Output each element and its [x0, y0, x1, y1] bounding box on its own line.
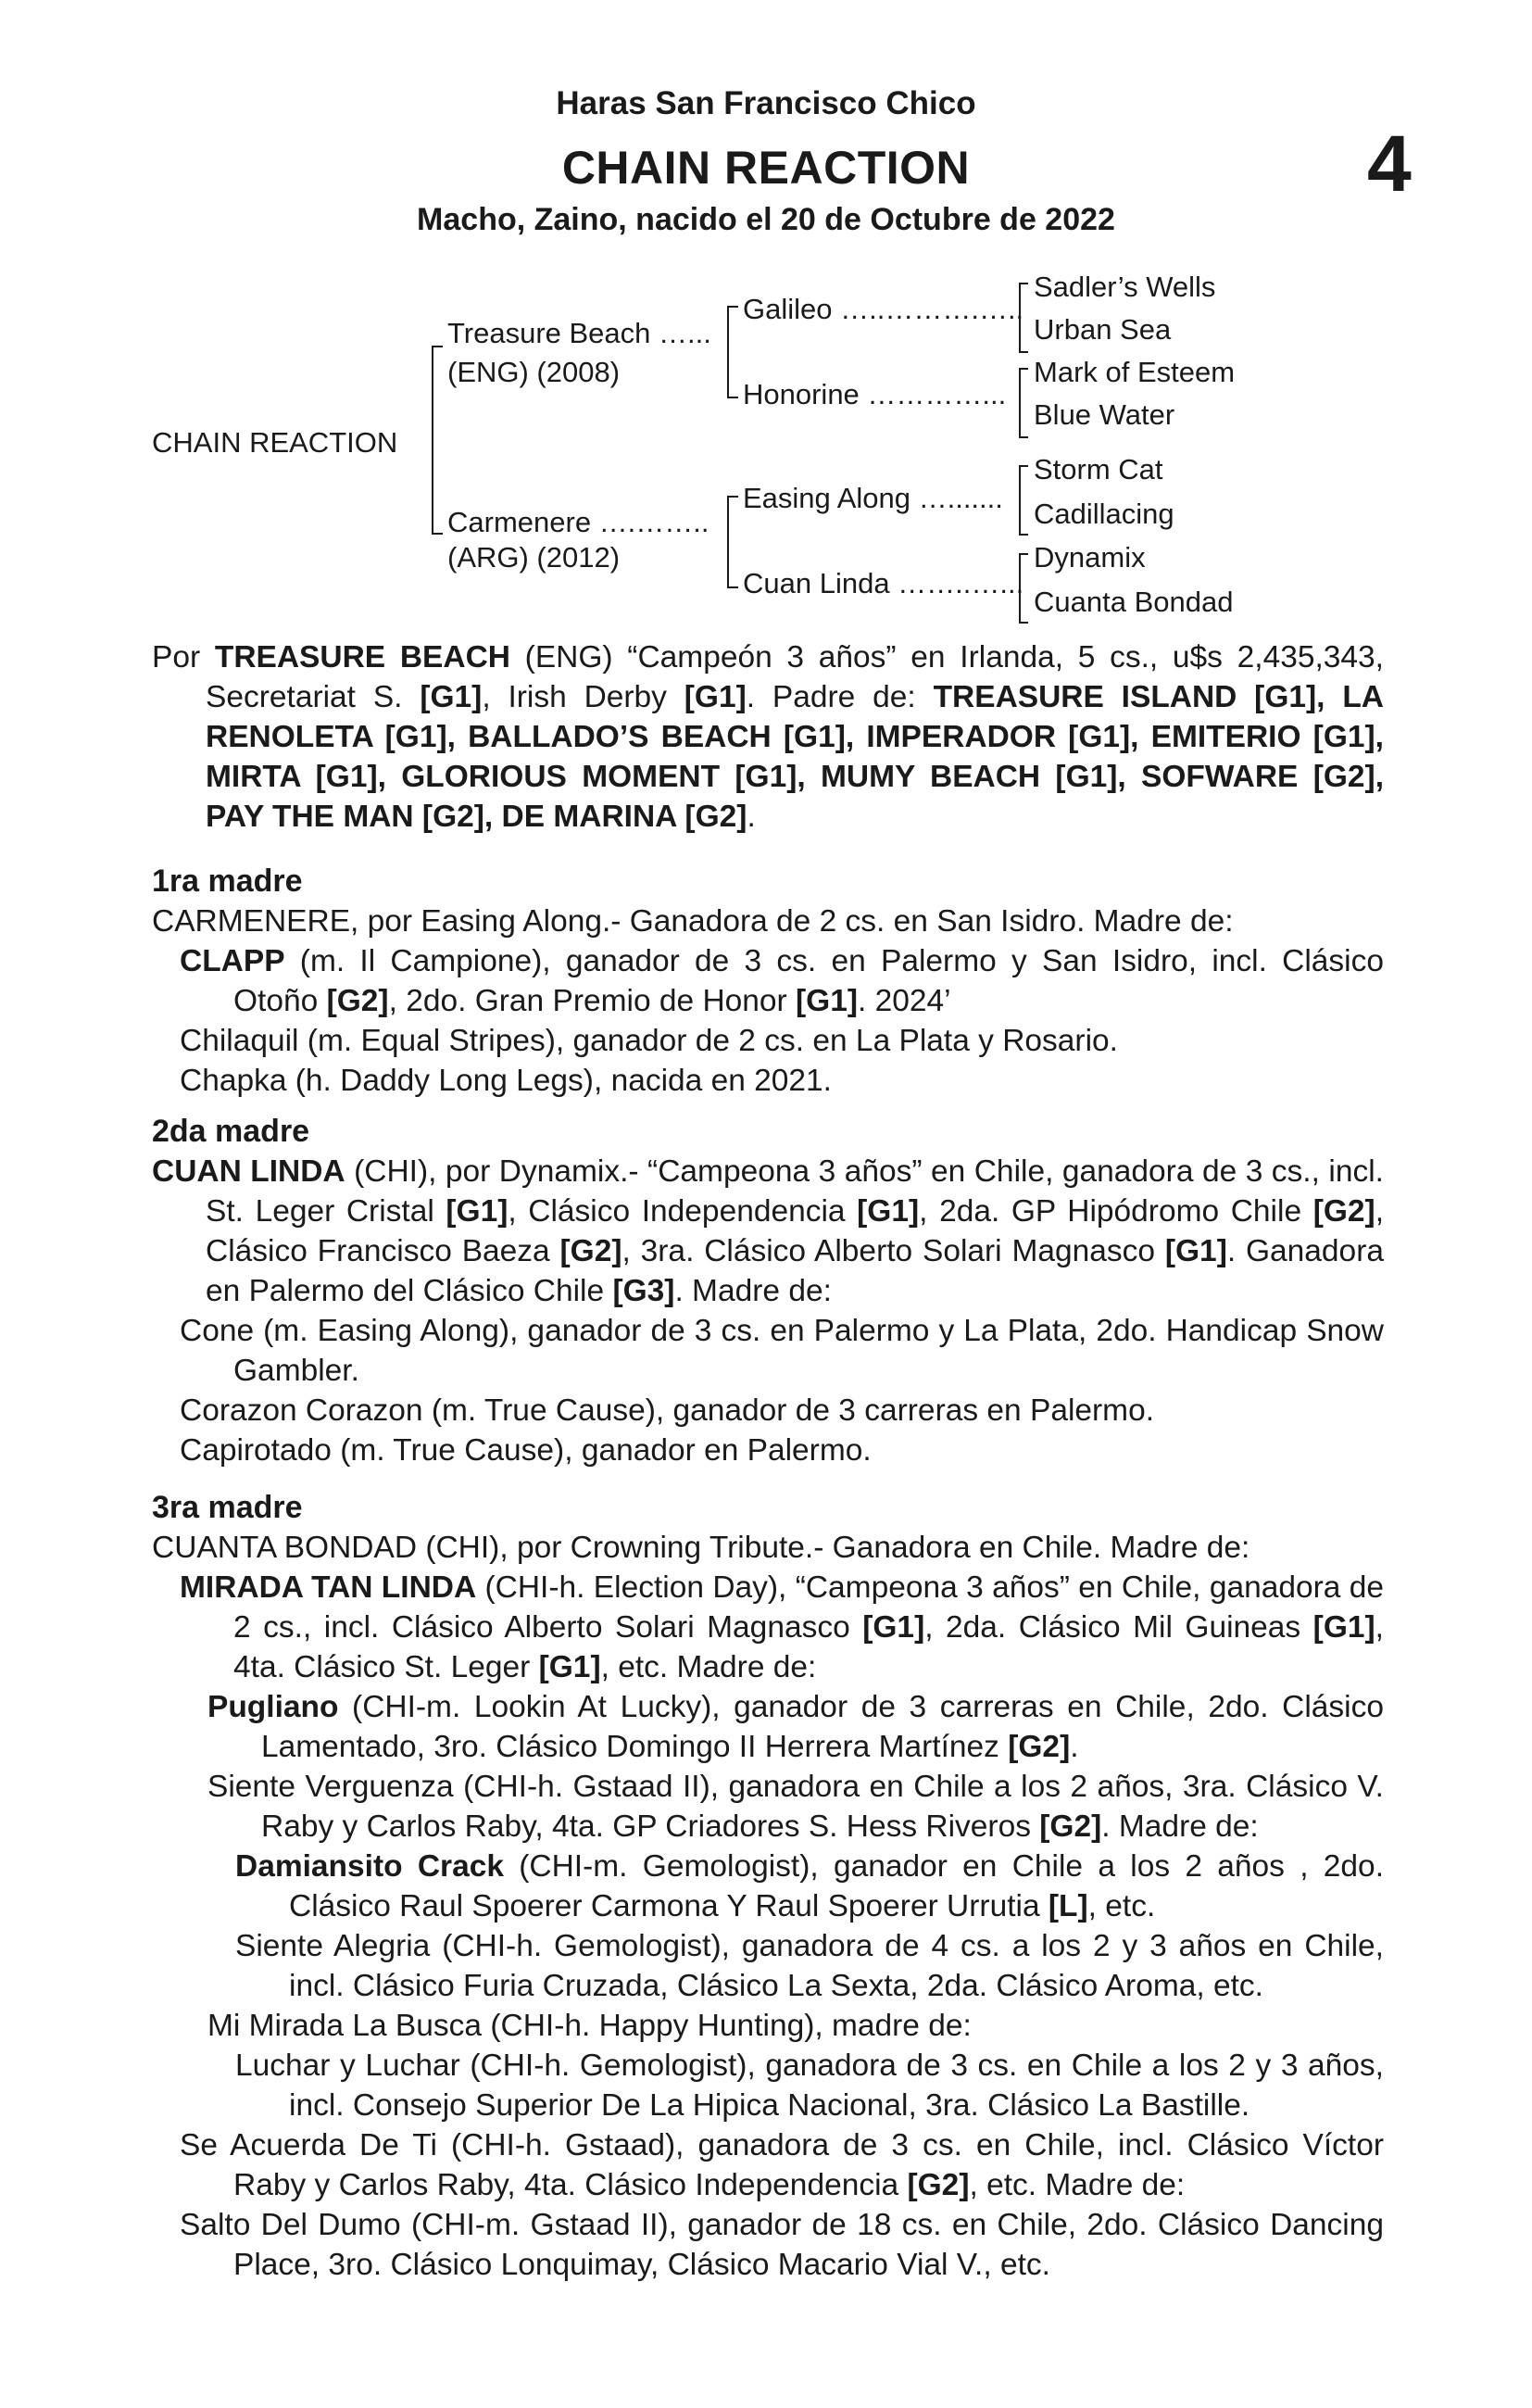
offspring-luchar: Luchar y Luchar (CHI-h. Gemologist), ganadora de 3 cs. en Chile a los 2 y 3 años, incl. Consejo Superior De La Hipica Nacional, 3ra. Clásico La Bastille.	[235, 2049, 1384, 2123]
third-dam-heading: 3ra madre	[152, 1490, 303, 1525]
horse-name: CHAIN REACTION	[561, 142, 971, 194]
text: Se Acuerda De Ti (CHI-h. Gstaad), ganadora de 3 cs. en Chile, incl. Clásico Víctor Raby y Carlos Raby, 4ta. Clásico Independencia	[180, 2128, 1384, 2202]
third-dam-intro: CUANTA BONDAD (CHI), por Crowning Tribute.- Ganadora en Chile. Madre de:	[152, 1531, 1250, 1565]
text: (CHI), por Dynamix.- “Campeona 3 años” en Chile, ganadora de 3 cs., incl. St. Leger Cristal	[206, 1154, 1384, 1229]
sire-paragraph	[152, 637, 1384, 837]
text: , 3ra. Clásico Alberto Solari Magnasco	[622, 1234, 1165, 1268]
text: , etc.	[1087, 1889, 1156, 1923]
grade-badge: [G1]	[1164, 1234, 1227, 1268]
offspring-chilaquil: Chilaquil (m. Equal Stripes), ganador de 2 cs. en La Plata y Rosario.	[180, 1024, 1118, 1058]
offspring-pugliano	[152, 1687, 1384, 1767]
text: , Irish Derby	[482, 680, 684, 714]
text: (m. Il Campione), ganador de 3 cs. en Palermo y San Isidro, incl. Clásico Otoño	[233, 944, 1384, 1018]
breeder-name: Haras San Francisco Chico	[556, 85, 976, 121]
offspring-capirotado: Capirotado (m. True Cause), ganador en Palermo.	[180, 1433, 872, 1468]
grade-badge: [G2]	[1312, 1194, 1375, 1229]
text: . Padre de:	[746, 680, 934, 714]
grade-badge: [G1]	[1312, 1610, 1375, 1645]
offspring-se-acuerda	[152, 2125, 1384, 2205]
text: . 2024’	[858, 984, 951, 1018]
text: .	[747, 800, 756, 834]
pedigree-g3-2: Urban Sea	[1034, 313, 1172, 346]
offspring-clapp	[152, 941, 1384, 1021]
text: , 2da. Clásico Mil Guineas	[924, 1610, 1313, 1645]
pedigree-sire-origin: (ENG) (2008)	[447, 356, 621, 388]
bracket-dam-line	[727, 496, 738, 588]
grade-badge: [G1]	[446, 1194, 509, 1229]
lot-number: 4	[1367, 120, 1412, 208]
offspring-name: MIRADA TAN LINDA	[180, 1570, 477, 1605]
bracket-g3-3	[1019, 465, 1028, 536]
grade-badge: [L]	[1048, 1889, 1088, 1923]
text: (CHI-m. Lookin At Lucky), ganador de 3 carreras en Chile, 2do. Clásico Lamentado, 3ro. Clásico Domingo II Herrera Martínez	[261, 1690, 1384, 1764]
second-dam-heading: 2da madre	[152, 1114, 310, 1149]
offspring-damiansito	[152, 1847, 1384, 1926]
offspring-name: Pugliano	[207, 1690, 339, 1724]
pedigree-dam-dam: Cuan Linda ……..…...	[743, 567, 1024, 599]
text: (CHI-h. Election Day), “Campeona 3 años” en Chile, ganadora de 2 cs., incl. Clásico Alberto Solari Magnasco	[233, 1570, 1384, 1645]
text: . Ganadora en Palermo del Clásico Chile	[206, 1234, 1384, 1308]
sire-section	[152, 637, 1384, 837]
text: , 2do. Gran Premio de Honor	[388, 984, 797, 1018]
bracket-g3-1	[1019, 283, 1028, 353]
offspring-siente-alegria: Siente Alegria (CHI-h. Gemologist), ganadora de 4 cs. a los 2 y 3 años en Chile, incl. Clásico Furia Cruzada, Clásico La Sexta, 2da. Clásico Aroma, etc.	[235, 1929, 1384, 2003]
text: , Clásico Independencia	[508, 1194, 858, 1229]
text: , etc. Madre de:	[600, 1650, 817, 1684]
text: , 4ta. Clásico St. Leger	[233, 1610, 1384, 1684]
grade-badge: [G2]	[1008, 1730, 1071, 1764]
offspring-mirada	[152, 1568, 1384, 1687]
second-dam-section	[152, 1112, 1384, 1470]
offspring-name: Damiansito Crack	[235, 1849, 504, 1884]
text: . Madre de:	[674, 1274, 832, 1308]
pedigree-dam-sire: Easing Along ….......	[743, 482, 1003, 514]
grade-badge: [G1]	[538, 1650, 601, 1684]
offspring-mi-mirada: Mi Mirada La Busca (CHI-h. Happy Hunting), madre de:	[207, 2009, 972, 2043]
pedigree-g3-4: Blue Water	[1034, 398, 1175, 431]
text: , Clásico Francisco Baeza	[206, 1194, 1384, 1268]
text: Por	[152, 640, 215, 674]
pedigree-g3-6: Cadillacing	[1034, 498, 1174, 530]
offspring-cone: Cone (m. Easing Along), ganador de 3 cs. en Palermo y La Plata, 2do. Handicap Snow Gambler.	[180, 1314, 1384, 1388]
bracket-generation-1	[432, 346, 443, 535]
text: (CHI-m. Gemologist), ganador en Chile a los 2 años , 2do. Clásico Raul Spoerer Carmona Y Raul Spoerer Urrutia	[289, 1849, 1385, 1923]
grade-badge: [G3]	[612, 1274, 675, 1308]
bracket-sire-line	[727, 306, 738, 398]
bracket-g3-2	[1019, 368, 1028, 438]
grade-badge: [G1]	[796, 984, 859, 1018]
sire-offspring: TREASURE ISLAND [G1], LA RENOLETA [G1], BALLADO’S BEACH [G1], IMPERADOR [G1], EMITERIO [G1], MIRTA [G1], GLORIOUS MOMENT [G1], MUMY BEACH [G1], SOFWARE [G2], PAY THE MAN [G2], DE MARINA [G2]	[206, 680, 1384, 834]
grade-badge: [G2]	[907, 2168, 970, 2202]
third-dam-section	[152, 1488, 1384, 2285]
text: , etc. Madre de:	[969, 2168, 1186, 2202]
first-dam-section	[152, 862, 1384, 1101]
text: Siente Verguenza (CHI-h. Gstaad II), ganadora en Chile a los 2 años, 3ra. Clásico V. Raby y Carlos Raby, 4ta. GP Criadores S. Hess Riveros	[207, 1770, 1384, 1844]
sire-name: TREASURE BEACH	[214, 640, 510, 674]
grade-badge: [G2]	[1039, 1809, 1102, 1844]
pedigree-g3-3: Mark of Esteem	[1034, 356, 1236, 388]
grade-badge: [G1]	[420, 680, 483, 714]
grade-badge: [G1]	[862, 1610, 925, 1645]
horse-description: Macho, Zaino, nacido el 20 de Octubre de 2022	[417, 202, 1115, 237]
first-dam-heading: 1ra madre	[152, 864, 303, 899]
second-dam-paragraph	[152, 1152, 1384, 1311]
first-dam-intro: CARMENERE, por Easing Along.- Ganadora de 2 cs. en San Isidro. Madre de:	[152, 904, 1234, 939]
pedigree-sire-dam: Honorine …………...	[743, 378, 1007, 410]
offspring-chapka: Chapka (h. Daddy Long Legs), nacida en 2021.	[180, 1064, 832, 1098]
text: , 2da. GP Hipódromo Chile	[919, 1194, 1313, 1229]
pedigree-g3-1: Sadler’s Wells	[1034, 271, 1216, 303]
grade-badge: [G1]	[857, 1194, 920, 1229]
pedigree-subject: CHAIN REACTION	[152, 426, 398, 459]
offspring-salto: Salto Del Dumo (CHI-m. Gstaad II), ganador de 18 cs. en Chile, 2do. Clásico Dancing Place, 3ro. Clásico Lonquimay, Clásico Macario Vial V., etc.	[180, 2208, 1384, 2282]
offspring-corazon: Corazon Corazon (m. True Cause), ganador de 3 carreras en Palermo.	[180, 1393, 1155, 1428]
second-dam-name: CUAN LINDA	[152, 1154, 345, 1189]
grade-badge: [G1]	[684, 680, 747, 714]
pedigree-sire: Treasure Beach …...	[447, 317, 711, 349]
text: (ENG) “Campeón 3 años” en Irlanda, 5 cs., u$s 2,435,343, Secretariat S.	[206, 640, 1384, 714]
bracket-g3-4	[1019, 553, 1028, 624]
pedigree-g3-8: Cuanta Bondad	[1034, 586, 1234, 618]
pedigree-dam: Carmenere ….……..	[447, 506, 709, 538]
pedigree-sire-sire: Galileo …..……….…..	[743, 293, 1024, 325]
pedigree-dam-origin: (ARG) (2012)	[447, 541, 621, 574]
grade-badge: [G2]	[326, 984, 389, 1018]
grade-badge: [G2]	[559, 1234, 622, 1268]
offspring-siente-verguenza	[152, 1767, 1384, 1847]
text: . Madre de:	[1101, 1809, 1259, 1844]
text: .	[1070, 1730, 1079, 1764]
offspring-name: CLAPP	[180, 944, 285, 978]
pedigree-g3-5: Storm Cat	[1034, 453, 1163, 485]
pedigree-g3-7: Dynamix	[1034, 541, 1146, 574]
